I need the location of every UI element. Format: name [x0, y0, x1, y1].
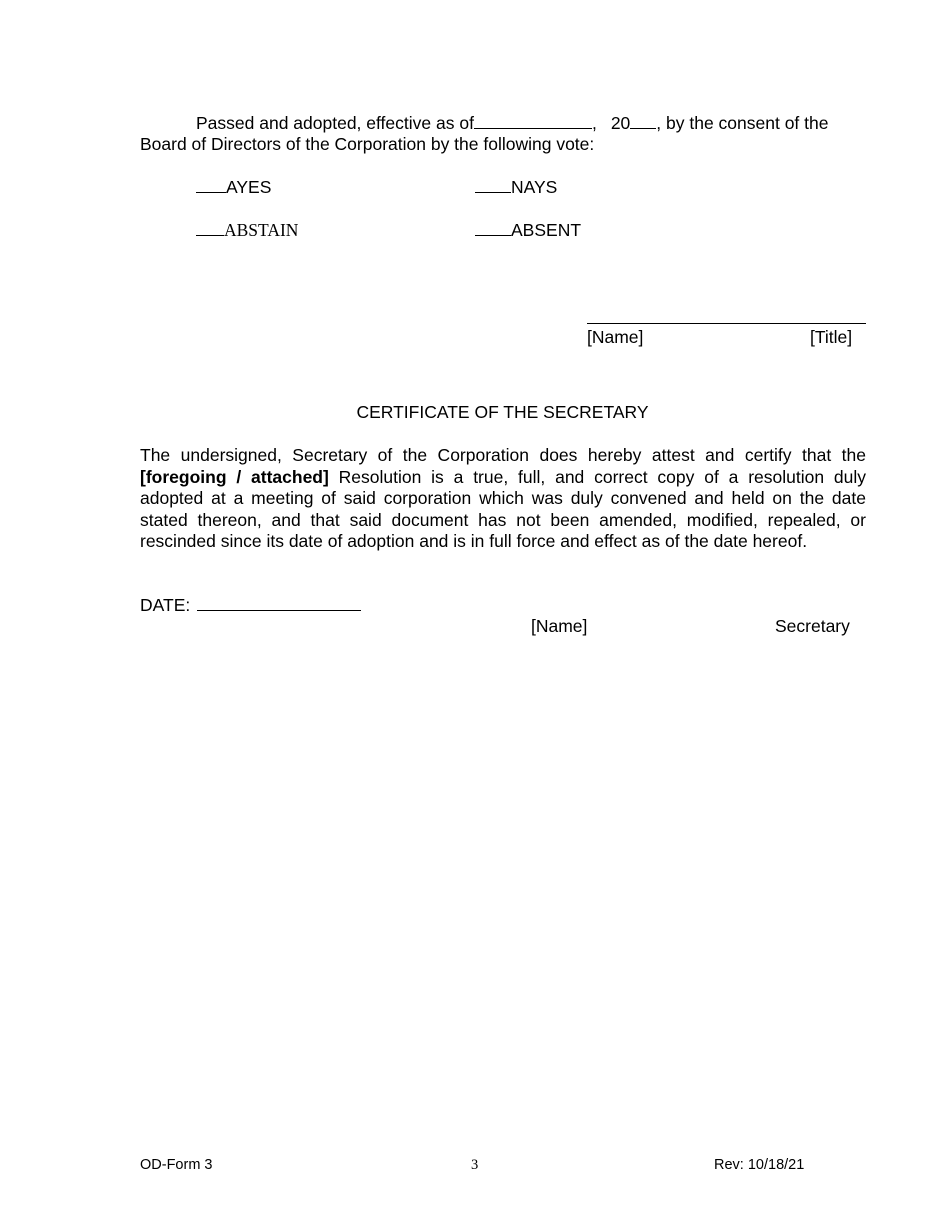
year-blank [630, 127, 656, 129]
footer-form-id: OD-Form 3 [140, 1157, 213, 1173]
vote-absent [475, 220, 581, 241]
secretary-role: Secretary [775, 616, 850, 636]
certificate-line-2 [140, 467, 866, 489]
certificate-line-3: adopted at a meeting of said corporation which was duly convened and held on the date [140, 488, 866, 508]
certificate-line-1: The undersigned, Secretary of the Corporation does hereby attest and certify that the [140, 445, 866, 465]
certificate-line-5: rescinded since its date of adoption and is in full force and effect as of the date hereof. [140, 531, 808, 551]
signature-name: [Name] [587, 327, 644, 347]
year-prefix: 20 [610, 113, 631, 133]
absent-blank [475, 234, 511, 236]
effective-date-blank [474, 127, 592, 129]
nays-blank [475, 191, 511, 193]
certificate-line-2-text: Resolution is a true, full, and correct copy of a resolution duly [328, 466, 866, 487]
consent-text: , by the consent of the [656, 113, 829, 133]
vote-ayes [196, 177, 271, 198]
passed-adopted-text: Passed and adopted, effective as of [196, 113, 474, 133]
ayes-label: AYES [226, 177, 272, 197]
certificate-heading: CERTIFICATE OF THE SECRETARY [356, 402, 649, 422]
resolution-line-2: Board of Directors of the Corporation by the following vote: [140, 134, 595, 154]
abstain-blank [196, 234, 224, 236]
vote-abstain [196, 220, 298, 241]
foregoing-attached-bold: [foregoing / attached] [140, 466, 329, 487]
certificate-line-4: stated thereon, and that said document has not been amended, modified, repealed, or [140, 509, 866, 530]
resolution-line-1 [196, 113, 828, 134]
signature-line [587, 323, 866, 324]
absent-label: ABSENT [511, 220, 582, 240]
footer-revision: Rev: 10/18/21 [714, 1157, 805, 1173]
footer-page-number: 3 [471, 1157, 479, 1173]
nays-label: NAYS [511, 177, 558, 197]
date-label: DATE: [140, 595, 191, 615]
vote-nays [475, 177, 557, 198]
certificate-paragraph [140, 445, 866, 553]
signature-title: [Title] [810, 327, 853, 347]
year-comma: , [591, 113, 597, 133]
date-blank [197, 609, 361, 611]
abstain-label: ABSTAIN [224, 220, 299, 240]
secretary-name: [Name] [531, 616, 588, 636]
date-row [140, 595, 361, 616]
ayes-blank [196, 191, 226, 193]
